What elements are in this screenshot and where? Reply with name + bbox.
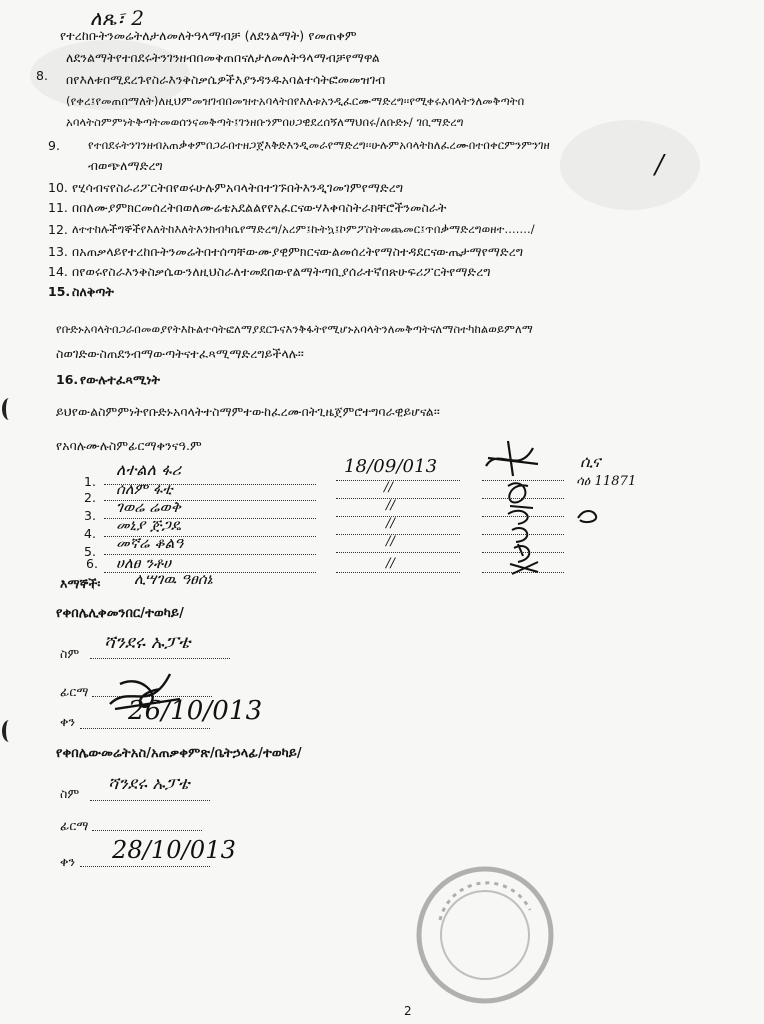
- receiver1-date: 26/10/013: [128, 696, 263, 726]
- member-date: //: [386, 534, 395, 549]
- receiver1-name: ሻንደሩ ኡፓቴ: [104, 632, 191, 653]
- members-header: የአባሉሙሉስምፊርማቀንናዓ.ም: [56, 438, 202, 453]
- member-name: ሰለም ፋቲ: [116, 480, 173, 498]
- receiver1-signature-label: ፊርማ: [60, 684, 89, 699]
- signature-scribble: [508, 506, 533, 524]
- signature-scribble: [486, 441, 538, 476]
- receiver2-name-label: ስም: [60, 786, 80, 801]
- section-body: የቡድኑአባላትበጋራበመወያየትእኩልተሳትፎለማያደርጉናእንቅፋትየሚሆኑአባላትንለመቅጣትናለማስተካከልወይምለማ: [56, 322, 533, 336]
- item-number: 14.: [48, 264, 68, 279]
- member-extra: ሲና: [580, 452, 601, 471]
- receiver1-title: የቀበሌሊቀመንበር/ተወካይ/: [56, 606, 184, 621]
- initials-mark: [574, 506, 604, 526]
- item-line: በበለሙያምክርመሰረትበወለሙሬቴአደልልየየአፈርናውሃእቀባስትራክቸሮችንመስራት: [72, 200, 447, 215]
- receiver1-name-label: ስም: [60, 646, 80, 661]
- member-name: መኛሬ ቆልዓ: [116, 534, 184, 552]
- item-number: 10.: [48, 180, 68, 195]
- item-line: የተበደሩትንገንዘብአጠቃቀምበጋራበተዘጋጀእቅድእንዲመራየማድረግ፡፡ሁሉምአባላትከለፈረሙበተበቀርምንምንገዘ: [88, 138, 550, 152]
- section-body: ስወገድውስጠደንብማውጣትናተፈጻሚማድረግይችላሉ፡፡: [56, 346, 304, 361]
- punch-hole: [2, 720, 16, 742]
- signature-scribble: [512, 528, 527, 542]
- item-line: የሂሳብናየስራሪፖርትበየወሩሁሉምአባላትበተገኙበትእንዲገመገምየማድረግ: [72, 180, 404, 195]
- item-line: (የቀረ፤የመጠበማለት)ለዚህምመዝገብበመዝተአባላትበየእለቱአንዲፈርሙማድረግ፡፡የሚቀሩአባላትንለመቅጣትበ: [66, 94, 525, 108]
- receiver2-date-label: ቀን: [60, 854, 76, 869]
- member-extra: ሳዕ 11871: [576, 474, 637, 489]
- receiver2-title: የቀበሌውመሬትአስ/አጠቃቀምጽ/ቤትኃላፊ/ተወካይ/: [56, 746, 302, 761]
- member-date: //: [384, 480, 393, 495]
- page-header: ለጼ፣ 2: [90, 6, 145, 30]
- punch-hole: [2, 398, 16, 420]
- section-number: 16.: [56, 372, 79, 387]
- item-line: ብወጭለማድረግ: [88, 158, 163, 173]
- member-name: ሀለፀ ንቶሀ: [116, 554, 172, 572]
- item-line: አባላትስምምነትቅጣትመወሰንናመቅጣት፤ገንዘቡንምበሀጋዊደረሰኝለማህበሩ/ለቡድኑ/ ገቢማድረግ: [66, 115, 464, 129]
- member-date: //: [386, 556, 395, 571]
- member-date: 18/09/013: [344, 456, 438, 477]
- intro-line: የተረከቡትንመሬትለታለመለትዓላማብቻ (ለደንልማት) የመጠቀም: [60, 28, 357, 43]
- member-number: 6.: [86, 556, 98, 571]
- official-seal: [410, 860, 560, 1010]
- receiver2-name: ሻንደሩ ኡፓቴ: [108, 774, 190, 794]
- item-line: ለደንልማትየተበደሩትንገንዘብበመቅጠበናለታለመለትዓላማብቻየማዋል: [66, 50, 380, 65]
- member-name: ለተልለ ፋሪ: [116, 460, 182, 479]
- member-signatures: [478, 436, 578, 576]
- section-title: የውሉተፈጻሚነት: [80, 372, 161, 387]
- member-number: 1.: [84, 474, 96, 489]
- section-title: ስለቅጣት: [72, 284, 114, 299]
- page-number: 2: [404, 1004, 412, 1018]
- receiver2-signature-label: ፊርማ: [60, 818, 89, 833]
- item-number: 11.: [48, 200, 68, 215]
- member-number: 4.: [84, 526, 96, 541]
- signature-scribble: [510, 562, 538, 574]
- member-name: ገወሬ ሬወቅ: [116, 498, 181, 516]
- item-number: 8.: [36, 68, 48, 83]
- section-number: 15.: [48, 284, 71, 299]
- item-number: 9.: [48, 138, 60, 153]
- section-body: ይህየውልስምምነትየቡድኑአባላትተስማምተውከፈረሙበትጊዜጀምሮተግባራዊይሆናል፡፡: [56, 404, 440, 419]
- signature-scribble: [508, 483, 528, 502]
- member-date: //: [386, 498, 395, 513]
- receiver2-date: 28/10/013: [112, 836, 236, 864]
- item-line: በየወሩየስራእንቅስቃሴውንለዚህስራለተመደበውየልማትጣቢያሰራተኛበጽሁፍሪፖርትየማድረግ: [72, 264, 491, 279]
- item-line: በአጠቃላይየተረከቡትንመሬትበተሰጣቸውሙያዊምክርናውልመሰረትየማስተዳደርናውጤታማየማድረግ: [72, 244, 524, 259]
- receiver1-date-label: ቀን: [60, 714, 76, 729]
- member-number: 2.: [84, 490, 96, 505]
- item-line: ለተተከሉችግኞችየእለትከእለትእንክብካቤየማድረግ/አረም፤ኩትኳ፤ኮምፖስትመጨመር፤ጥበቃማድረግወዘተ......./: [72, 222, 535, 236]
- member-name: መኒያ ጅጋዴ: [116, 516, 182, 534]
- member-date: //: [386, 516, 395, 531]
- signature-scribble: [514, 544, 529, 562]
- item-line: በየእለቱበሚደረጉየስራእንቅስቃሴዎችእያንዳንዱአባልተሳትፎመመዝገብ: [66, 72, 386, 87]
- item-number: 13.: [48, 244, 68, 259]
- margin-mark: /: [655, 150, 664, 180]
- member-number: 3.: [84, 508, 96, 523]
- witnesses-handwriting: ሊሣገዉ ዓፀሰኔ: [134, 570, 213, 588]
- member-number: 5.: [84, 544, 96, 559]
- item-number: 12.: [48, 222, 68, 237]
- witnesses-label: እማኞች፡: [60, 576, 101, 591]
